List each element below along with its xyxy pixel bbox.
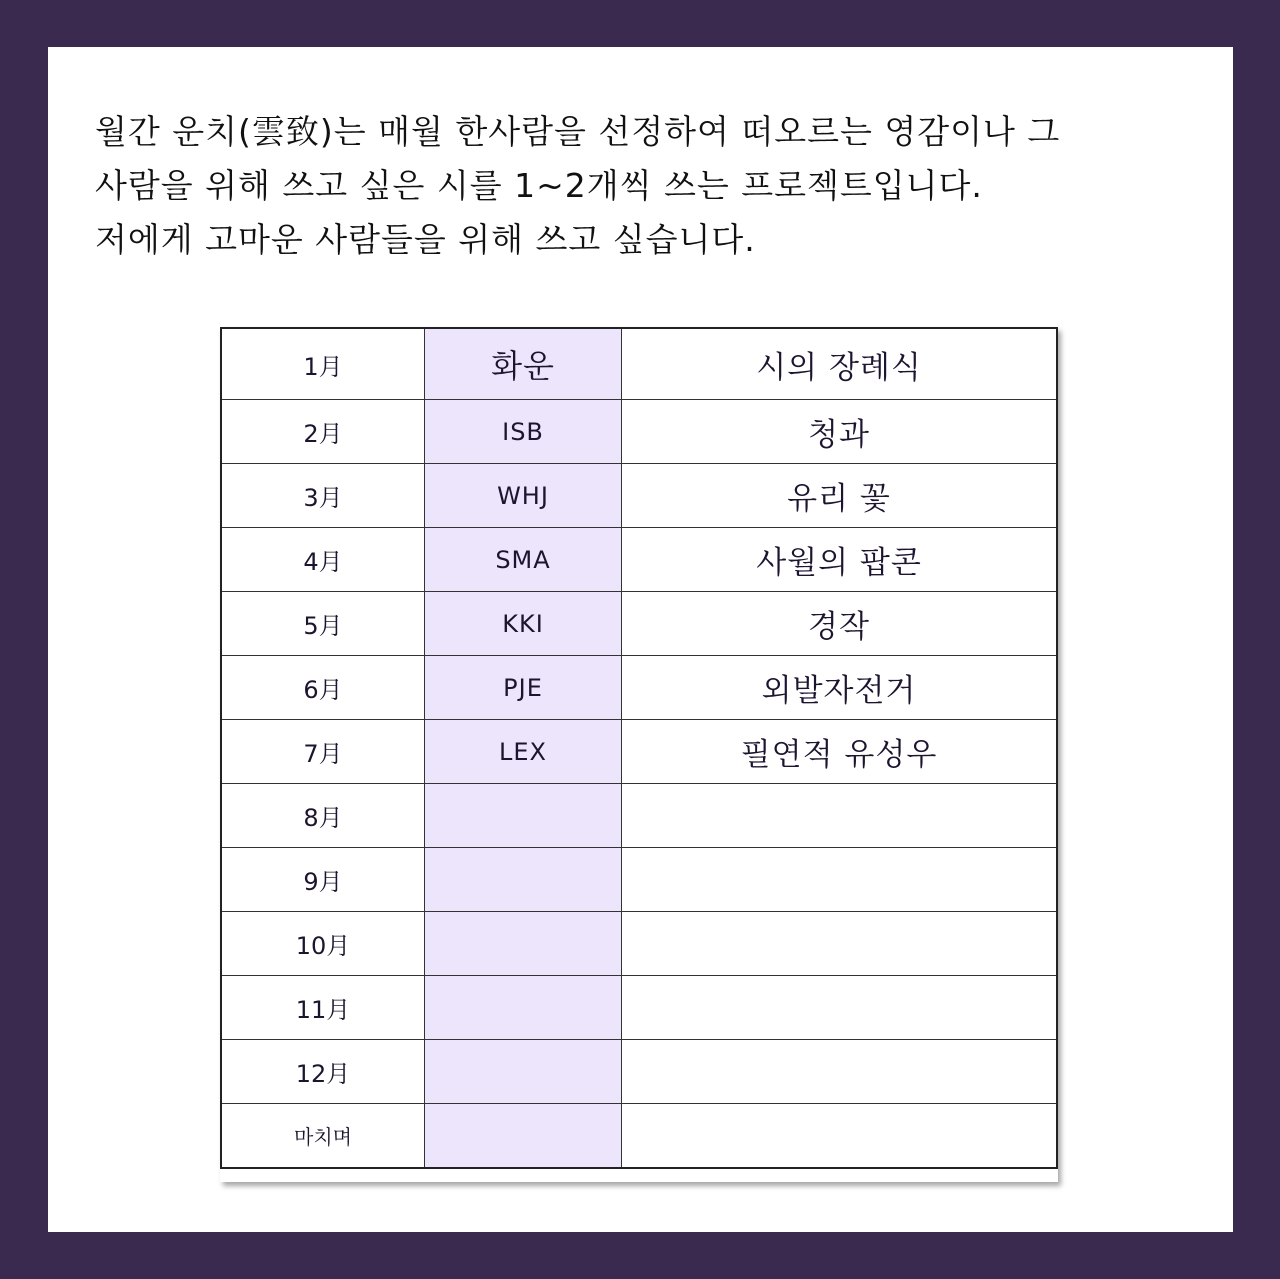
title-cell: 시의 장례식 — [622, 328, 1058, 400]
intro-line: 저에게 고마운 사람들을 위해 쓰고 싶습니다. — [95, 220, 756, 259]
table-row — [221, 328, 1057, 400]
table-row — [221, 592, 1057, 656]
month-cell: 7月 — [221, 720, 425, 784]
schedule-table — [220, 327, 1058, 1182]
title-cell — [622, 848, 1058, 912]
title-cell: 외발자전거 — [622, 656, 1058, 720]
person-cell — [425, 1104, 622, 1169]
table-row — [221, 1040, 1057, 1104]
title-cell: 사월의 팝콘 — [622, 528, 1058, 592]
table-row — [221, 400, 1057, 464]
person-cell: SMA — [425, 528, 622, 592]
title-cell — [622, 1104, 1058, 1169]
person-cell: LEX — [425, 720, 622, 784]
person-cell — [425, 976, 622, 1040]
month-cell: 2月 — [221, 400, 425, 464]
intro-line: 월간 운치(雲致)는 매월 한사람을 선정하여 떠오르는 영감이나 그 — [95, 112, 1061, 151]
person-cell — [425, 784, 622, 848]
person-cell — [425, 1040, 622, 1104]
month-cell: 1月 — [221, 328, 425, 400]
title-cell: 유리 꽃 — [622, 464, 1058, 528]
person-cell — [425, 912, 622, 976]
month-cell: 12月 — [221, 1040, 425, 1104]
title-cell: 청과 — [622, 400, 1058, 464]
table-row — [221, 976, 1057, 1040]
table-row — [221, 464, 1057, 528]
content-card — [48, 47, 1233, 1232]
person-cell: WHJ — [425, 464, 622, 528]
person-cell: ISB — [425, 400, 622, 464]
table-row — [221, 1104, 1057, 1169]
table-row — [221, 720, 1057, 784]
title-cell — [622, 1040, 1058, 1104]
month-cell: 9月 — [221, 848, 425, 912]
table-row — [221, 528, 1057, 592]
intro-line: 사람을 위해 쓰고 싶은 시를 1~2개씩 쓰는 프로젝트입니다. — [95, 166, 983, 205]
month-cell: 10月 — [221, 912, 425, 976]
month-cell: 4月 — [221, 528, 425, 592]
person-cell: PJE — [425, 656, 622, 720]
title-cell — [622, 784, 1058, 848]
person-cell: 화운 — [425, 328, 622, 400]
title-cell: 경작 — [622, 592, 1058, 656]
table-row — [221, 656, 1057, 720]
month-cell: 8月 — [221, 784, 425, 848]
table-row — [221, 784, 1057, 848]
month-cell: 6月 — [221, 656, 425, 720]
month-cell: 5月 — [221, 592, 425, 656]
title-cell: 필연적 유성우 — [622, 720, 1058, 784]
month-cell: 3月 — [221, 464, 425, 528]
title-cell — [622, 912, 1058, 976]
table-row — [221, 848, 1057, 912]
month-cell: 마치며 — [221, 1104, 425, 1169]
month-cell: 11月 — [221, 976, 425, 1040]
table-row — [221, 912, 1057, 976]
intro-text — [95, 105, 1195, 267]
person-cell — [425, 848, 622, 912]
title-cell — [622, 976, 1058, 1040]
person-cell: KKI — [425, 592, 622, 656]
